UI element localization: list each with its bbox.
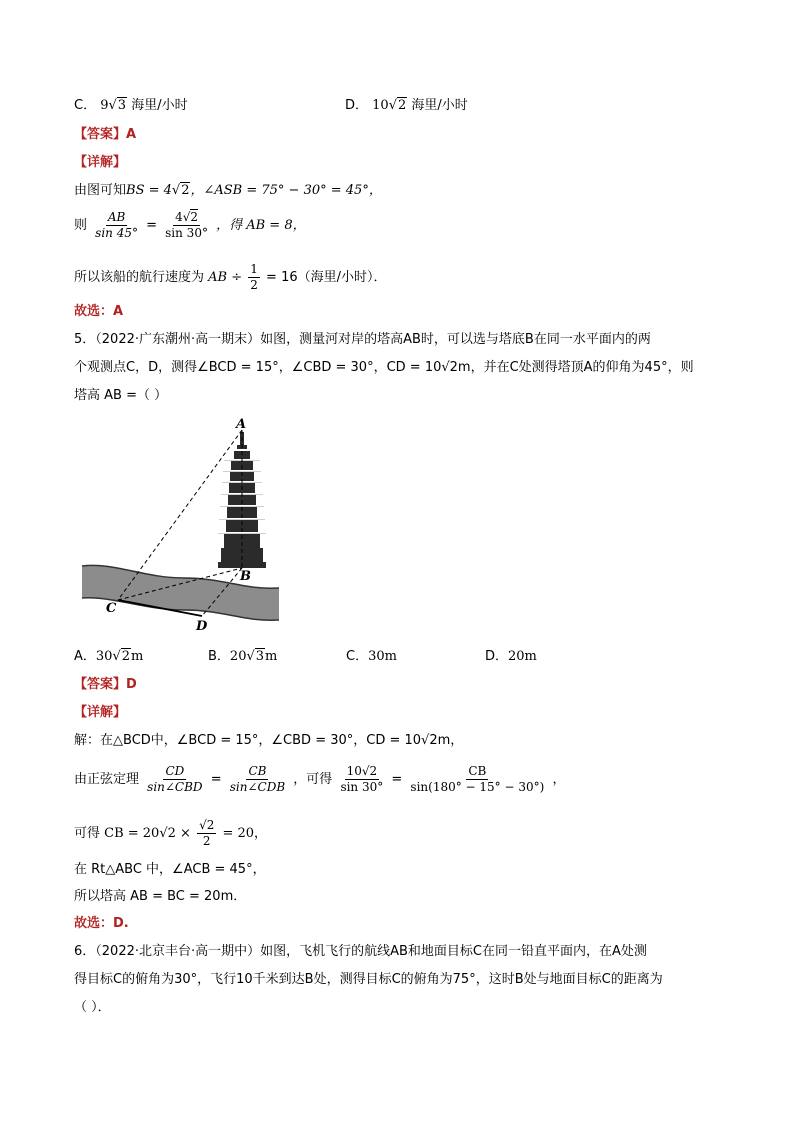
q5-option-d: D．20m bbox=[485, 649, 537, 664]
q4-line1: 由图可知BS = 4√2，∠ASB = 75° − 30° = 45°， bbox=[74, 183, 382, 198]
line-ac bbox=[118, 430, 242, 600]
q5-stem-line1: 5．（2022·广东潮州·高一期末）如图，测量河对岸的塔高AB时，可以选与塔底B在同一水平面内的两 bbox=[74, 332, 651, 347]
q5-sol2: 由正弦定理 $\frac{CD}{\text{sin∠CBD}}$ = $\frac{CB}{\text{sin∠CDB}}$ ，可得 $\frac{10√2}{\sin 30^\circ}$ = $\frac{CB}{\sin(180^\circ - 15^\circ - 30^\circ)}$ ， bbox=[74, 764, 566, 794]
q5-choice: 故选：D. bbox=[74, 916, 129, 931]
label-a: A bbox=[236, 417, 247, 432]
q5-option-a: A．30√2m bbox=[74, 649, 144, 664]
q5-sol3: 可得 CB = 20√2 × $\frac{√2}{2}$ = 20， bbox=[74, 818, 268, 848]
q5-option-b: B．20√3m bbox=[208, 649, 278, 664]
q6-stem-line1: 6．（2022·北京丰台·高一期中）如图，飞机飞行的航线AB和地面目标C在同一铅直平面内，在A处测 bbox=[74, 944, 647, 959]
q6-stem-line2: 得目标C的俯角为30°，飞行10千米到达B处，测得目标C的俯角为75°，这时B处与地面目标C的距离为 bbox=[74, 972, 663, 987]
label-d: D bbox=[196, 619, 208, 634]
q5-sol4: 在 Rt△ABC 中，∠ACB = 45°， bbox=[74, 862, 266, 877]
detail-tag-q4: 【详解】 bbox=[74, 155, 127, 170]
q4-choice: 故选：A bbox=[74, 304, 124, 319]
q5-stem-line2: 个观测点C，D，测得∠BCD = 15°，∠CBD = 30°，CD = 10√2m，并在C处测得塔顶A的仰角为45°，则 bbox=[74, 360, 694, 375]
option-c-prev: C． 9√3 海里/小时 bbox=[74, 98, 188, 113]
q4-line3: 所以该船的航行速度为 AB ÷ $\frac{1}{2}$ = 16（海里/小时）． bbox=[74, 262, 387, 292]
label-c: C bbox=[106, 601, 117, 616]
label-b: B bbox=[240, 569, 251, 584]
q5-stem-line3: 塔高 AB =（ ） bbox=[74, 388, 168, 403]
answer-row-q5: 【答案】D bbox=[74, 677, 137, 692]
q4-line2: 则 $\frac{AB}{\sin 45^\circ}$ = $\frac{4√2}{\sin 30^\circ}$ ，得 AB = 8， bbox=[74, 210, 306, 240]
q5-option-c: C．30m bbox=[346, 649, 397, 664]
tower-figure bbox=[74, 410, 284, 639]
q5-sol5: 所以塔高 AB = BC = 20m． bbox=[74, 889, 247, 904]
q6-stem-line3: （ ）． bbox=[74, 1000, 111, 1015]
option-d-prev: D． 10√2 海里/小时 bbox=[345, 98, 468, 113]
answer-row-q4: 【答案】A bbox=[74, 127, 137, 142]
q5-sol1: 解：在△BCD中，∠BCD = 15°，∠CBD = 30°，CD = 10√2m， bbox=[74, 733, 464, 748]
detail-tag-q5: 【详解】 bbox=[74, 705, 127, 720]
